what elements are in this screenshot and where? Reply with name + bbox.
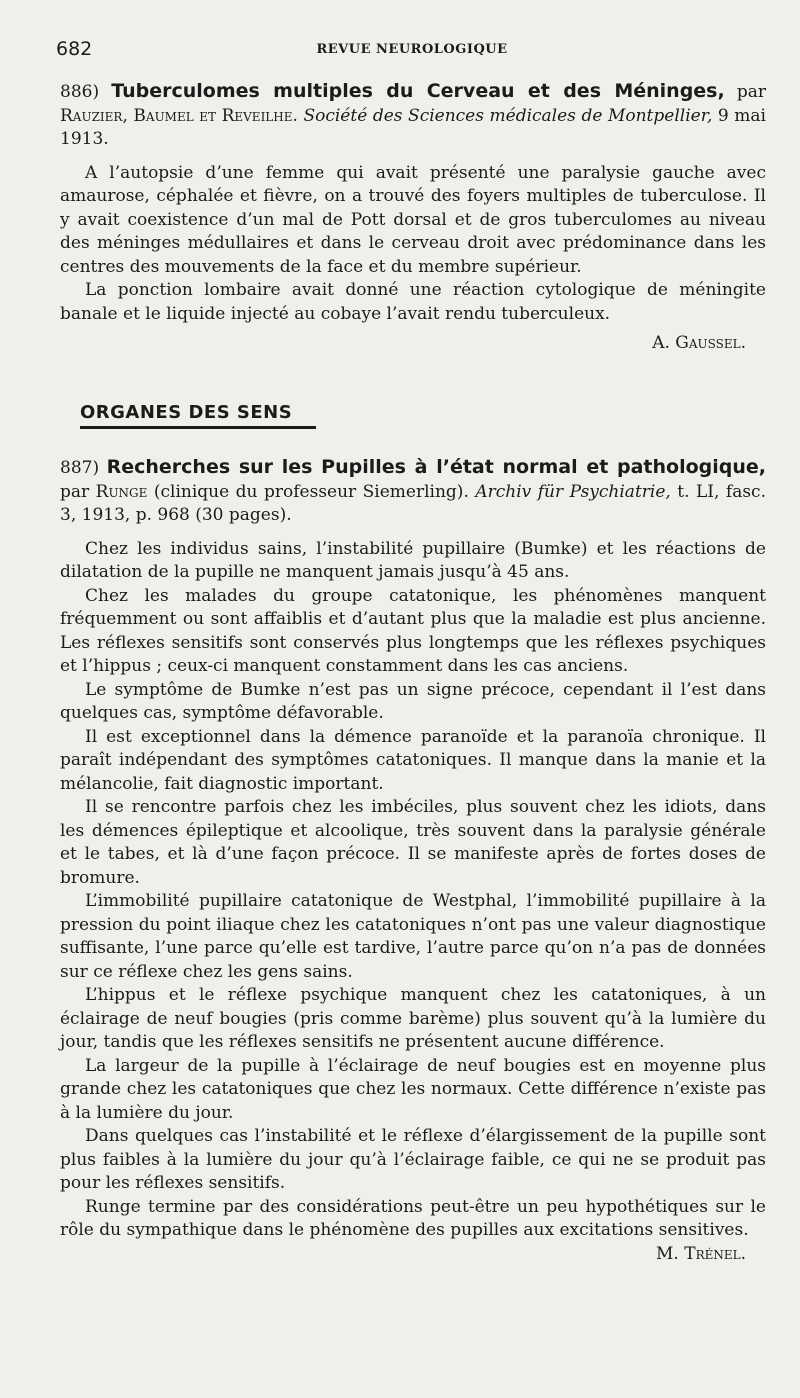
paragraph: Le symptôme de Bumke n’est pas un signe précoce, cependant il l’est dans quelques cas, symptôme défavorable. (60, 679, 766, 723)
paragraph: Il se rencontre parfois chez les imbéciles, plus souvent chez les idiots, dans les démences épileptique et alcoolique, très souvent dans la paralysie générale et le tabes, et là d’une façon précoce. Il se manifeste après de fortes doses de bromure. (60, 797, 766, 888)
by-word: par (60, 481, 90, 502)
article-authors: Rauzier, Baumel et Reveilhe. (60, 105, 298, 126)
article-title: Tuberculomes multiples du Cerveau et des Méninges, (111, 80, 725, 102)
paragraph: La largeur de la pupille à l’éclairage de neuf bougies est en moyenne plus grande chez les catatoniques que chez les normaux. Cette différence n’existe pas à la lumière du jour. (60, 1055, 766, 1123)
article-source: Société des Sciences médicales de Montpellier, (303, 105, 713, 126)
paragraph: Dans quelques cas l’instabilité et le réflexe d’élargissement de la pupille sont plus faibles à la lumière du jour qu’à l’éclairage faible, ce qui ne se produit pas pour les réflexes sensitifs. (60, 1126, 766, 1193)
article-886-heading (60, 80, 766, 152)
section-title: ORGANES DES SENS (80, 402, 293, 423)
article-887 (60, 456, 766, 1266)
article-source: Archiv für Psychiatrie, (475, 481, 671, 502)
paragraph: L’immobilité pupillaire catatonique de Westphal, l’immobilité pupillaire à la pression du point iliaque chez les catatoniques n’ont pas une valeur diagnostique suffisante, l’une parce qu’elle est tardive, l’autre parce qu’on n’a pas de données sur ce réflexe chez les gens sains. (60, 891, 766, 982)
article-886 (60, 80, 766, 356)
paragraph: A l’autopsie d’une femme qui avait présenté une paralysie gauche avec amaurose, céphalée et fièvre, on a trouvé des foyers multiples de tuberculose. Il y avait coexistence d’un mal de Pott dorsal et de gros tuberculomes au niveau des méninges médullaires et dans le cerveau droit avec prédominance dans les centres des mouvements de la face et du membre supérieur. (60, 162, 766, 277)
article-number: 887) (60, 458, 100, 478)
paragraph: Runge termine par des considérations peut-être un peu hypothétiques sur le rôle du sympathique dans le phénomène des pupilles aux excitations sensitives. (60, 1196, 766, 1240)
article-reference: t. LI, fasc. 3, 1913, p. 968 (30 pages). (60, 481, 766, 525)
article-author: Runge (95, 481, 148, 502)
page-header (52, 38, 772, 62)
article-affiliation: (clinique du professeur Siemerling). (153, 481, 469, 502)
article-number: 886) (60, 82, 100, 102)
paragraph: Chez les individus sains, l’instabilité pupillaire (Bumke) et les réactions de dilatation de la pupille ne manquent jamais jusqu’à 45 ans. (60, 538, 766, 582)
by-word: par (736, 82, 767, 102)
signature: M. Trénel. (656, 1243, 746, 1264)
article-887-heading (60, 456, 766, 528)
page-number: 682 (56, 38, 93, 60)
paragraph: L’hippus et le réflexe psychique manquent chez les catatoniques, à un éclairage de neuf bougies (pris comme barème) plus souvent qu’à la lumière du jour, tandis que les réflexes sensitifs ne présentent aucune différence. (60, 985, 766, 1052)
paragraph: La ponction lombaire avait donné une réaction cytologique de méningite banale et le liquide injecté au cobaye l’avait rendu tuberculeux. (60, 280, 766, 324)
section-rule (80, 426, 316, 429)
article-date: 9 mai 1913. (60, 105, 766, 149)
paragraph: Chez les malades du groupe catatonique, les phénomènes manquent fréquemment ou sont affaiblis et d’autant plus que la maladie est plus ancienne. Les réflexes sensitifs sont conservés plus longtemps que les réflexes psychiques et l’hippus ; ceux-ci manquent constamment dans les cas anciens. (60, 585, 766, 676)
signature: A. Gaussel. (652, 333, 746, 353)
running-title: REVUE NEUROLOGIQUE (316, 42, 508, 57)
article-title: Recherches sur les Pupilles à l’état normal et pathologique, (106, 456, 766, 478)
paragraph: Il est exceptionnel dans la démence paranoïde et la paranoïa chronique. Il paraît indépendant des symptômes catatoniques. Il manque dans la manie et la mélancolie, fait diagnostic important. (60, 726, 766, 794)
